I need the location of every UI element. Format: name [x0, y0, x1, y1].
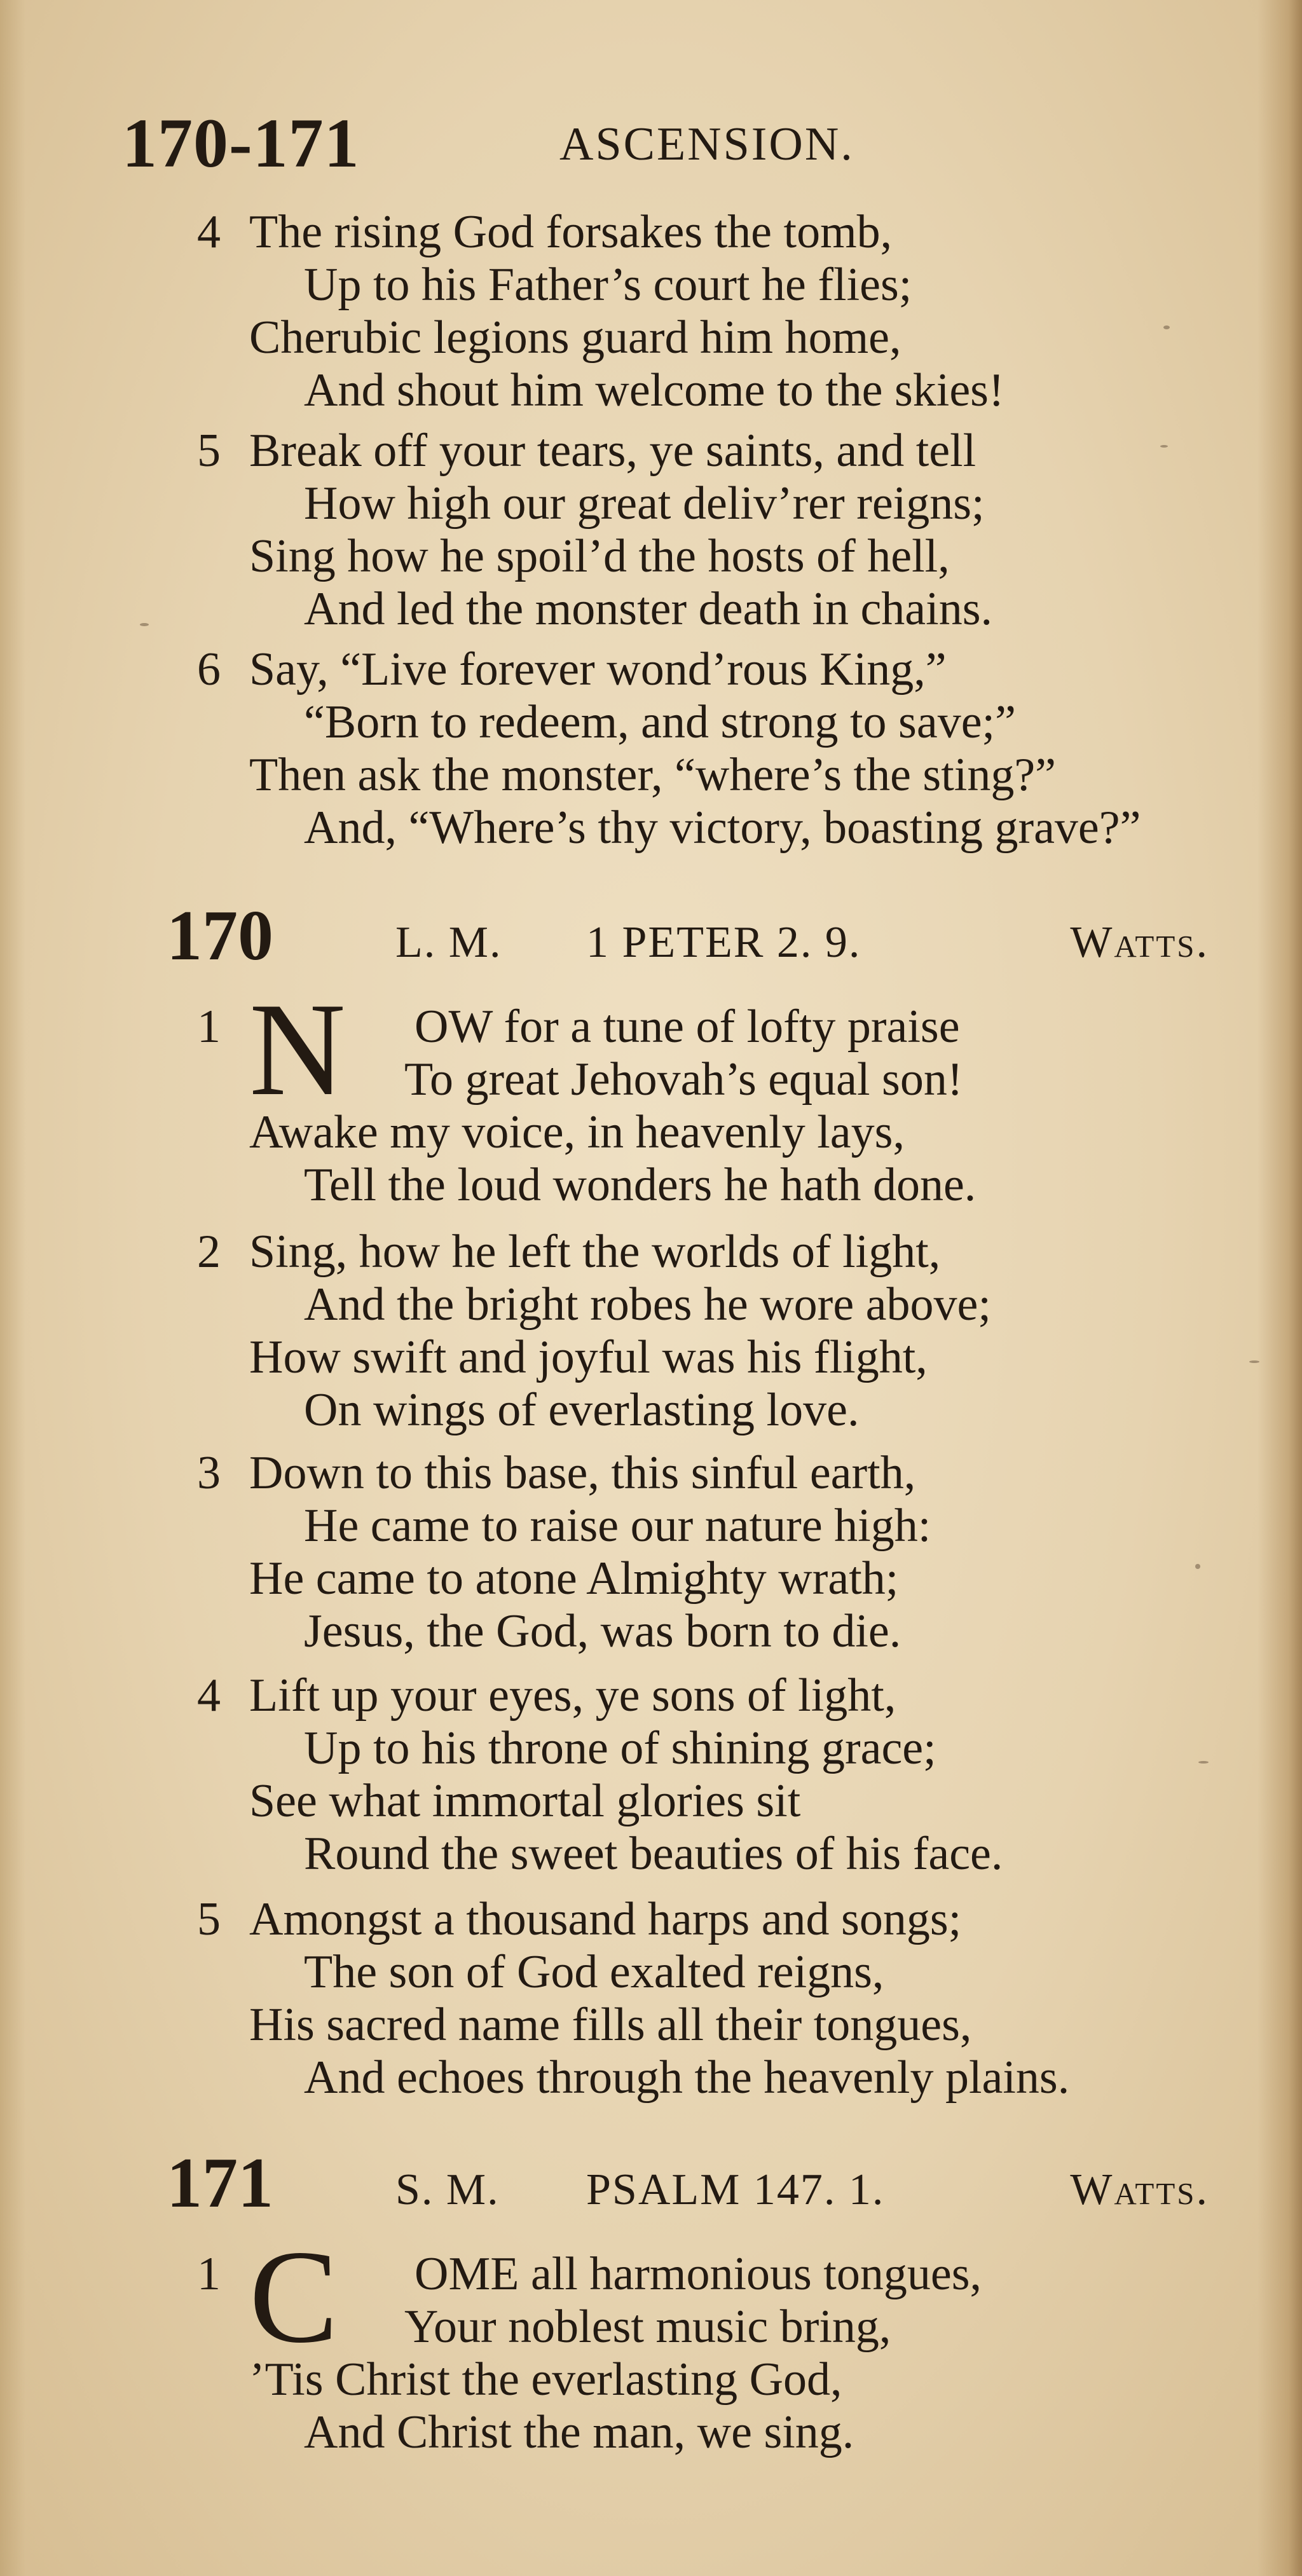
verse-line: Up to his Father’s court he flies; [304, 259, 912, 311]
verse-line: See what immortal glories sit [249, 1775, 801, 1827]
verse-line: And shout him welcome to the skies! [304, 364, 1004, 416]
verse-line: How high our great deliv’rer reigns; [304, 477, 985, 530]
verse-line: And Christ the man, we sing. [304, 2406, 854, 2458]
print-speck [1249, 1360, 1259, 1363]
verse-line: Break off your tears, ye saints, and tell [249, 425, 976, 477]
hymn-number: 171 [167, 2144, 273, 2223]
verse-line: He came to raise our nature high: [304, 1500, 931, 1552]
verse-line: Say, “Live forever wond’rous King,” [249, 643, 947, 695]
hymn-scripture-reference: 1 PETER 2. 9. [586, 918, 861, 967]
verse-line: Sing, how he left the worlds of light, [249, 1226, 941, 1278]
hymn-meter: L. M. [395, 918, 502, 967]
drop-cap: C [249, 2223, 339, 2371]
hymn-170-header [167, 896, 1209, 975]
hymn-number: 170 [167, 896, 273, 975]
verse-line: Jesus, the God, was born to die. [304, 1605, 901, 1657]
verse-number: 5 [197, 1893, 221, 1945]
print-speck [1198, 1761, 1209, 1764]
print-speck [1163, 325, 1170, 329]
verse-line: Down to this base, this sinful earth, [249, 1447, 916, 1499]
verse-line: Up to his throne of shining grace; [304, 1722, 936, 1774]
hymn-author: Watts. [1070, 2165, 1209, 2214]
verse-line: Cherubic legions guard him home, [249, 312, 901, 364]
verse-line: Awake my voice, in heavenly lays, [249, 1106, 905, 1158]
print-speck [1160, 445, 1168, 448]
print-speck [1195, 1564, 1200, 1569]
verse-line: OW for a tune of lofty praise [415, 1001, 960, 1053]
verse-line: OME all harmonious tongues, [415, 2248, 982, 2300]
verse-number: 1 [197, 2248, 221, 2300]
hymn-author: Watts. [1070, 918, 1209, 967]
verse-line: Round the sweet beauties of his face. [304, 1828, 1003, 1880]
verse-line: And the bright robes he wore above; [304, 1278, 991, 1331]
verse-line: Then ask the monster, “where’s the sting?” [249, 749, 1057, 801]
verse-number: 1 [197, 1001, 221, 1053]
verse-number: 2 [197, 1226, 221, 1278]
verse-line: Lift up your eyes, ye sons of light, [249, 1669, 896, 1722]
verse-line: ’Tis Christ the everlasting God, [249, 2353, 842, 2406]
verse-line: The son of God exalted reigns, [304, 1946, 884, 1998]
verse-line: “Born to redeem, and strong to save;” [304, 696, 1016, 748]
verse-line: The rising God forsakes the tomb, [249, 206, 893, 258]
verse-line: Your noblest music bring, [404, 2301, 891, 2353]
verse-line: And, “Where’s thy victory, boasting grave?” [304, 802, 1141, 854]
verse-line: Sing how he spoil’d the hosts of hell, [249, 530, 950, 582]
verse-number: 5 [197, 425, 221, 477]
verse-number: 4 [197, 1669, 221, 1722]
verse-number: 6 [197, 643, 221, 695]
verse-line: To great Jehovah’s equal son! [404, 1053, 963, 1106]
verse-line: And echoes through the heavenly plains. [304, 2052, 1070, 2104]
page-number: 170-171 [122, 104, 360, 182]
verse-number: 3 [197, 1447, 221, 1499]
verse-line: On wings of everlasting love. [304, 1384, 860, 1436]
print-speck [140, 623, 149, 626]
running-head: ASCENSION. [559, 118, 854, 170]
drop-cap: N [249, 976, 346, 1123]
verse-line: How swift and joyful was his flight, [249, 1331, 928, 1383]
hymn-171-header [167, 2144, 1209, 2223]
hymn-meter: S. M. [395, 2165, 500, 2214]
verse-number: 4 [197, 206, 221, 258]
verse-line: He came to atone Almighty wrath; [249, 1552, 899, 1605]
verse-line: His sacred name fills all their tongues, [249, 1999, 972, 2051]
verse-line: Tell the loud wonders he hath done. [304, 1159, 976, 1211]
verse-line: And led the monster death in chains. [304, 583, 993, 635]
verse-line: Amongst a thousand harps and songs; [249, 1893, 962, 1945]
hymn-scripture-reference: PSALM 147. 1. [586, 2165, 885, 2214]
